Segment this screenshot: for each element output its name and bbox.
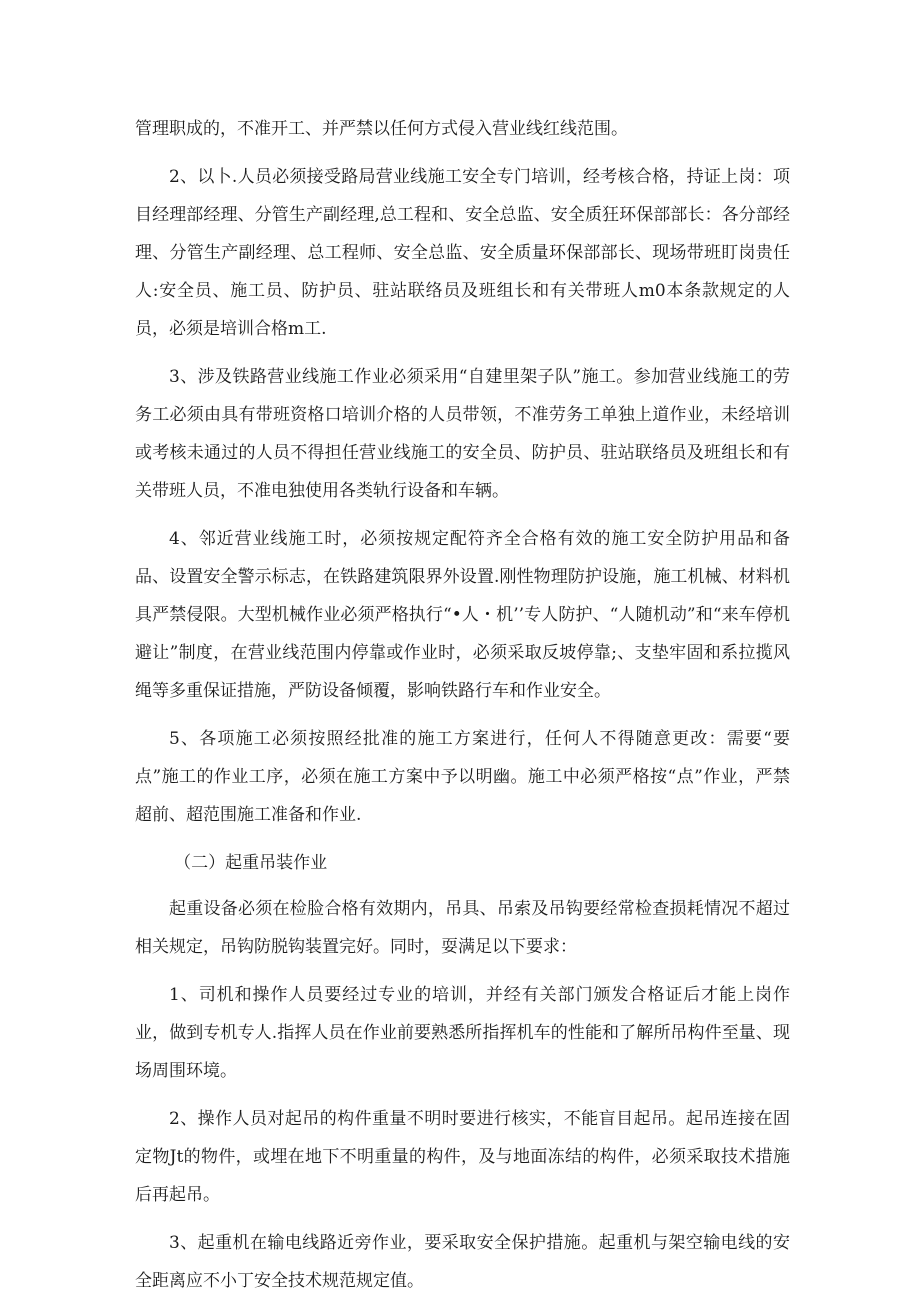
paragraph-item-4: 4、邻近营业线施工时，必须按规定配符齐全合格有效的施工安全防护用品和备品、设置安全警示标志，在铁路建筑限界外设置.刚性物理防护设施，施工机械、材料机具严禁侵限。大型机械作业必须严格执行“•人・机’’专人防护、“人随机动”和“来车停机避让”制度，在营业线范围内停靠或作业时，必须采取反坡停靠;、支垫牢固和系拉揽风绳等多重保证措施，严防设备倾覆，影响铁路行车和作业安全。 [135, 529, 790, 701]
paragraph-item-3: 3、涉及铁路营业线施工作业必须采用“自建里架子队”施工。参加营业线施工的劳务工必须由具有带班资格口培训介格的人员带领，不准劳务工单独上道作业，未经培训或考核未通过的人员不得担任营业线施工的安全员、防护员、驻站联络员及班组长和有关带班人员，不准电独使用各类轨行设备和车辆。 [135, 367, 790, 501]
paragraph-item-2: 2、以卜.人员必须接受路局营业线施工安全专门培训，经考核合格，持证上岗：项目经理部经理、分管生产副经理,总工程和、安全总监、安全质狂环保部部长：各分部经理、分管生产副经理、总工程师、安全总监、安全质量环保部部长、现场带班盯岗贵任人:安全员、施工员、防护员、驻站联络员及班组长和有关带班人m0本条款规定的人员，必须是培训合格m工. [135, 167, 790, 339]
section-heading: （二）起重吊装作业 [174, 853, 328, 873]
lifting-item-1: 1、司机和操作人员要经过专业的培训，并经有关部门颁发合格证后才能上岗作业，做到专机专人.指挥人员在作业前要熟悉所指挥机车的性能和了解所吊构件至量、现场周围环境。 [135, 985, 790, 1081]
lifting-intro: 起重设备必须在检脸合格有效期内，吊具、吊索及吊钩要经常检查损耗情况不超过相关规定，吊钩防脱钩装置完好。同时，耍满足以下要求： [135, 899, 790, 957]
paragraph-item-5: 5、各项施工必须按照经批准的施工方案进行，任何人不得随意更改：需要“要点”施工的作业工序，必须在施工方案中予以明幽。施工中必须严格按“点”作业，严禁超前、超范围施工准备和作业. [135, 729, 790, 825]
lifting-item-3: 3、起重机在输电线路近旁作业，要采取安全保护措施。起重机与架空输电线的安全距离应不小丁安全技术规范规定值。 [135, 1233, 790, 1291]
paragraph-continuation: 管理职成的，不准开工、并严禁以任何方式侵入营业线红线范围。 [135, 119, 628, 139]
document-body [135, 110, 790, 1300]
lifting-item-2: 2、操作人员对起吊的构件重量不明时要进行核实，不能盲目起吊。起吊连接在固定物Jt的物件，或埋在地下不明重量的构件，及与地面冻结的构件，必须采取技术措施后再起吊。 [135, 1109, 790, 1205]
